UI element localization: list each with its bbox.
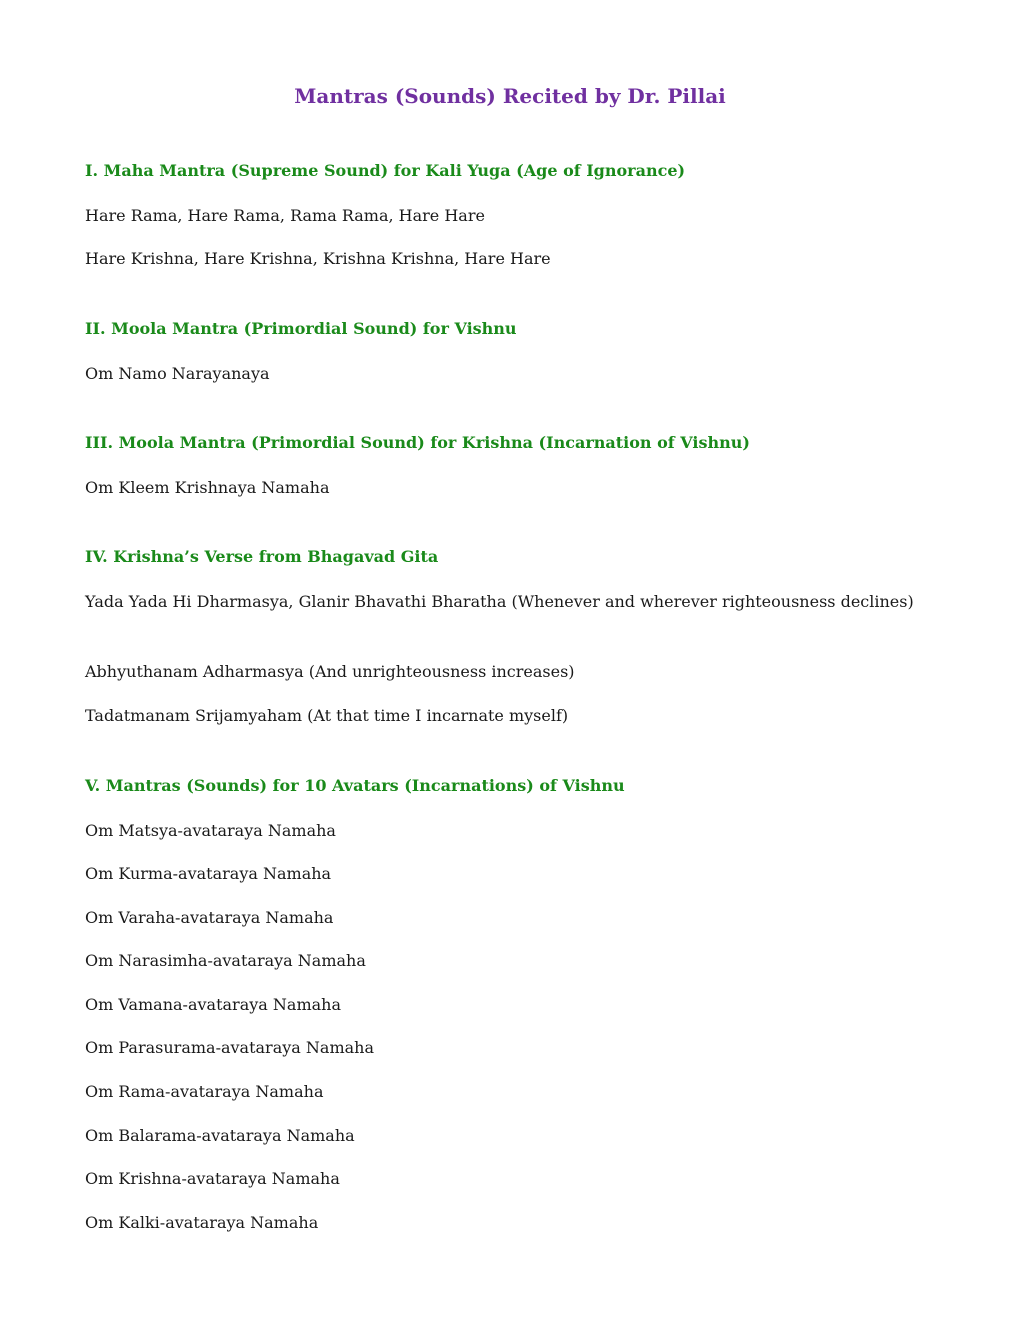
text-line-block bbox=[85, 589, 935, 615]
section-heading: I. Maha Mantra (Supreme Sound) for Kali Yuga (Age of Ignorance) bbox=[85, 161, 686, 180]
mantra-line: Om Kleem Krishnaya Namaha bbox=[85, 478, 330, 497]
section-heading: II. Moola Mantra (Primordial Sound) for Vishnu bbox=[85, 319, 517, 338]
text-line-block bbox=[85, 659, 935, 685]
text-line-block bbox=[85, 1123, 935, 1149]
verse-line: Yada Yada Hi Dharmasya, Glanir Bhavathi Bharatha (Whenever and wherever righteousness declines) bbox=[85, 592, 914, 611]
avatar-mantra-line: Om Rama-avataraya Namaha bbox=[85, 1082, 324, 1101]
text-line-block bbox=[85, 246, 935, 272]
mantra-line: Om Namo Narayanaya bbox=[85, 364, 270, 383]
avatar-mantra-line: Om Varaha-avataraya Namaha bbox=[85, 908, 334, 927]
text-line-block bbox=[85, 948, 935, 974]
text-line-block bbox=[85, 1210, 935, 1236]
section-heading: V. Mantras (Sounds) for 10 Avatars (Incarnations) of Vishnu bbox=[85, 776, 625, 795]
avatar-mantra-line: Om Balarama-avataraya Namaha bbox=[85, 1126, 355, 1145]
section-gita-verse-heading-block bbox=[85, 547, 935, 567]
section-vishnu-moola-heading-block bbox=[85, 319, 935, 339]
avatar-mantra-line: Om Kurma-avataraya Namaha bbox=[85, 864, 332, 883]
text-line-block bbox=[85, 818, 935, 844]
verse-line: Abhyuthanam Adharmasya (And unrighteousness increases) bbox=[85, 662, 575, 681]
text-line-block bbox=[85, 475, 935, 501]
mantra-line: Hare Krishna, Hare Krishna, Krishna Krishna, Hare Hare bbox=[85, 249, 551, 268]
text-line-block bbox=[85, 361, 935, 387]
section-heading: III. Moola Mantra (Primordial Sound) for Krishna (Incarnation of Vishnu) bbox=[85, 433, 750, 452]
section-avatars-heading-block bbox=[85, 776, 935, 796]
text-line-block bbox=[85, 1035, 935, 1061]
section-heading: IV. Krishna’s Verse from Bhagavad Gita bbox=[85, 547, 439, 566]
text-line-block bbox=[85, 203, 935, 229]
page-title: Mantras (Sounds) Recited by Dr. Pillai bbox=[294, 84, 726, 108]
text-line-block bbox=[85, 861, 935, 887]
text-line-block bbox=[85, 992, 935, 1018]
text-line-block bbox=[85, 1079, 935, 1105]
section-maha-mantra-heading-block bbox=[85, 161, 935, 181]
mantra-line: Hare Rama, Hare Rama, Rama Rama, Hare Hare bbox=[85, 206, 485, 225]
text-line-block bbox=[85, 1166, 935, 1192]
avatar-mantra-line: Om Matsya-avataraya Namaha bbox=[85, 821, 336, 840]
avatar-mantra-line: Om Krishna-avataraya Namaha bbox=[85, 1169, 340, 1188]
avatar-mantra-line: Om Kalki-avataraya Namaha bbox=[85, 1213, 319, 1232]
avatar-mantra-line: Om Parasurama-avataraya Namaha bbox=[85, 1038, 374, 1057]
text-line-block bbox=[85, 905, 935, 931]
text-line-block bbox=[85, 703, 935, 729]
verse-line: Tadatmanam Srijamyaham (At that time I incarnate myself) bbox=[85, 706, 569, 725]
avatar-mantra-line: Om Narasimha-avataraya Namaha bbox=[85, 951, 366, 970]
avatar-mantra-line: Om Vamana-avataraya Namaha bbox=[85, 995, 341, 1014]
section-krishna-moola-heading-block bbox=[85, 433, 935, 453]
